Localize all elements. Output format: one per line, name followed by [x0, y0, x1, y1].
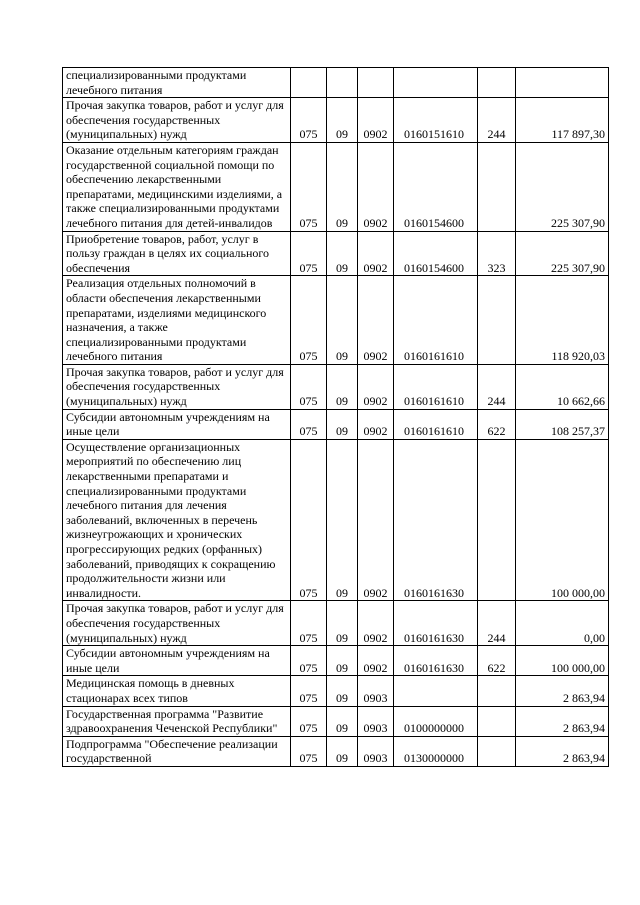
section-code-cell: 09 [327, 439, 358, 601]
table-row [63, 646, 609, 676]
amount-cell: 100 000,00 [516, 646, 609, 676]
item-name-cell: Прочая закупка товаров, работ и услуг для обеспечения государственных (муниципальных) нужд [63, 98, 291, 143]
amount-cell [516, 68, 609, 98]
table-row [63, 676, 609, 706]
expense-type-cell: 244 [478, 601, 516, 646]
expense-type-cell [478, 439, 516, 601]
table-row [63, 68, 609, 98]
target-article-cell: 0160161630 [394, 439, 478, 601]
grbs-code-cell: 075 [291, 98, 327, 143]
item-name-cell: Прочая закупка товаров, работ и услуг для обеспечения государственных (муниципальных) нужд [63, 601, 291, 646]
item-name-cell: Оказание отдельным категориям граждан государственной социальной помощи по обеспечению лекарственными препаратами, медицинскими изделиями, а также специализированными продуктами лечебного питания для детей-инвалидов [63, 142, 291, 231]
item-name-cell: Подпрограмма "Обеспечение реализации государственной [63, 736, 291, 766]
amount-cell: 108 257,37 [516, 409, 609, 439]
expense-type-cell [478, 142, 516, 231]
expense-type-cell [478, 676, 516, 706]
amount-cell: 2 863,94 [516, 706, 609, 736]
target-article-cell [394, 68, 478, 98]
item-name-cell: Медицинская помощь в дневных стационарах всех типов [63, 676, 291, 706]
item-name-cell: Прочая закупка товаров, работ и услуг для обеспечения государственных (муниципальных) нужд [63, 364, 291, 409]
grbs-code-cell: 075 [291, 439, 327, 601]
subsection-code-cell: 0902 [358, 409, 394, 439]
expense-type-cell [478, 68, 516, 98]
target-article-cell: 0160151610 [394, 98, 478, 143]
table-row [63, 706, 609, 736]
item-name-cell: Реализация отдельных полномочий в области обеспечения лекарственными препаратами, изделиями медицинского назначения, а также специализированными продуктами лечебного питания [63, 276, 291, 365]
table-body [63, 68, 609, 767]
section-code-cell: 09 [327, 409, 358, 439]
target-article-cell [394, 676, 478, 706]
table-row [63, 276, 609, 365]
subsection-code-cell: 0902 [358, 98, 394, 143]
grbs-code-cell [291, 68, 327, 98]
table-row [63, 736, 609, 766]
amount-cell: 2 863,94 [516, 676, 609, 706]
amount-cell: 225 307,90 [516, 231, 609, 276]
section-code-cell: 09 [327, 676, 358, 706]
expense-type-cell [478, 736, 516, 766]
expense-type-cell: 323 [478, 231, 516, 276]
section-code-cell: 09 [327, 736, 358, 766]
grbs-code-cell: 075 [291, 736, 327, 766]
section-code-cell: 09 [327, 98, 358, 143]
expense-type-cell: 244 [478, 98, 516, 143]
item-name-cell: Осуществление организационных мероприятий по обеспечению лиц лекарственными препаратами и специализированными продуктами лечебного питания для лечения заболеваний, включенных в перечень жизнеугрожающих и хронических прогрессирующих редких (орфанных) заболеваний, приводящих к сокращению продолжительности жизни или инвалидности. [63, 439, 291, 601]
subsection-code-cell [358, 68, 394, 98]
amount-cell: 2 863,94 [516, 736, 609, 766]
target-article-cell: 0160154600 [394, 142, 478, 231]
subsection-code-cell: 0902 [358, 646, 394, 676]
target-article-cell: 0130000000 [394, 736, 478, 766]
subsection-code-cell: 0902 [358, 601, 394, 646]
target-article-cell: 0160154600 [394, 231, 478, 276]
section-code-cell: 09 [327, 142, 358, 231]
amount-cell: 117 897,30 [516, 98, 609, 143]
target-article-cell: 0160161630 [394, 646, 478, 676]
section-code-cell: 09 [327, 646, 358, 676]
section-code-cell [327, 68, 358, 98]
target-article-cell: 0160161610 [394, 409, 478, 439]
target-article-cell: 0160161610 [394, 364, 478, 409]
grbs-code-cell: 075 [291, 276, 327, 365]
subsection-code-cell: 0902 [358, 364, 394, 409]
expense-type-cell [478, 706, 516, 736]
grbs-code-cell: 075 [291, 231, 327, 276]
section-code-cell: 09 [327, 231, 358, 276]
amount-cell: 118 920,03 [516, 276, 609, 365]
amount-cell: 0,00 [516, 601, 609, 646]
item-name-cell: Субсидии автономным учреждениям на иные цели [63, 646, 291, 676]
expense-type-cell: 622 [478, 646, 516, 676]
grbs-code-cell: 075 [291, 142, 327, 231]
item-name-cell: Субсидии автономным учреждениям на иные цели [63, 409, 291, 439]
section-code-cell: 09 [327, 276, 358, 365]
target-article-cell: 0160161630 [394, 601, 478, 646]
grbs-code-cell: 075 [291, 409, 327, 439]
table-row [63, 231, 609, 276]
item-name-cell: специализированными продуктами лечебного питания [63, 68, 291, 98]
subsection-code-cell: 0903 [358, 676, 394, 706]
expense-type-cell: 622 [478, 409, 516, 439]
grbs-code-cell: 075 [291, 676, 327, 706]
table-row [63, 98, 609, 143]
item-name-cell: Государственная программа "Развитие здравоохранения Чеченской Республики" [63, 706, 291, 736]
amount-cell: 10 662,66 [516, 364, 609, 409]
section-code-cell: 09 [327, 601, 358, 646]
amount-cell: 100 000,00 [516, 439, 609, 601]
table-row [63, 409, 609, 439]
subsection-code-cell: 0902 [358, 142, 394, 231]
grbs-code-cell: 075 [291, 601, 327, 646]
subsection-code-cell: 0902 [358, 276, 394, 365]
subsection-code-cell: 0903 [358, 736, 394, 766]
subsection-code-cell: 0903 [358, 706, 394, 736]
amount-cell: 225 307,90 [516, 142, 609, 231]
table-row [63, 601, 609, 646]
budget-table [62, 67, 609, 767]
section-code-cell: 09 [327, 364, 358, 409]
table-row [63, 364, 609, 409]
target-article-cell: 0100000000 [394, 706, 478, 736]
grbs-code-cell: 075 [291, 646, 327, 676]
table-row [63, 439, 609, 601]
item-name-cell: Приобретение товаров, работ, услуг в пользу граждан в целях их социального обеспечения [63, 231, 291, 276]
target-article-cell: 0160161610 [394, 276, 478, 365]
expense-type-cell [478, 276, 516, 365]
expense-type-cell: 244 [478, 364, 516, 409]
grbs-code-cell: 075 [291, 364, 327, 409]
grbs-code-cell: 075 [291, 706, 327, 736]
section-code-cell: 09 [327, 706, 358, 736]
table-row [63, 142, 609, 231]
subsection-code-cell: 0902 [358, 231, 394, 276]
subsection-code-cell: 0902 [358, 439, 394, 601]
